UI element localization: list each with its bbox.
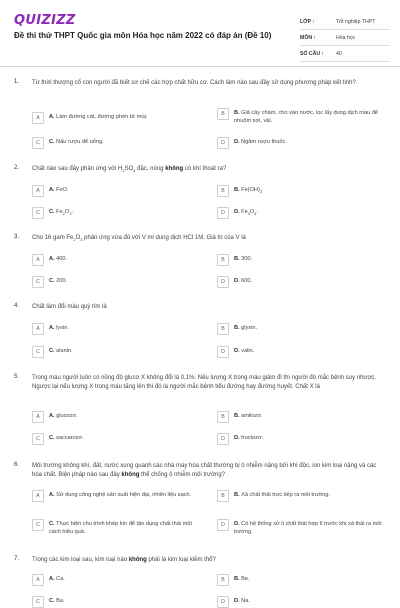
option-text: Ca. <box>56 576 65 582</box>
option-text: Be. <box>241 576 250 582</box>
option-label: D. <box>234 278 240 284</box>
option-label: C. <box>49 348 55 354</box>
option-label: C. <box>49 209 55 215</box>
option-text: lysin. <box>56 325 69 331</box>
option-text: $Fe_2O_3$. <box>56 209 74 217</box>
question-text: Chất làm đổi màu quỳ tím là <box>32 304 107 310</box>
option-text: Xả chất thải trực tiếp ra môi trường. <box>241 492 331 498</box>
option-text: fructozơ. <box>241 435 264 441</box>
option-label: C. <box>49 435 55 441</box>
option-b[interactable] <box>217 411 387 423</box>
meta-row-class <box>300 14 390 30</box>
meta-table <box>300 14 390 62</box>
option-text: 600. <box>241 278 253 284</box>
option-label: A. <box>49 325 55 331</box>
option-label: B. <box>234 187 240 193</box>
option-d[interactable] <box>217 207 387 219</box>
option-label: A. <box>49 413 55 419</box>
option-text: Giã cây chàm, cho vào nước, lọc lấy dung dịch màu để nhuộm sợi, vải. <box>234 110 378 124</box>
option-letter-box: A <box>32 185 44 197</box>
option-text: alanin. <box>56 348 73 354</box>
option-c[interactable] <box>32 433 202 445</box>
option-label: B. <box>234 110 240 116</box>
option-text: Sử dụng công nghệ sản xuất hiện đại, nhiên liệu sạch. <box>56 492 192 498</box>
option-text: Làm đường cát, đường phèn từ mía. <box>56 114 148 120</box>
option-letter-box: C <box>32 276 44 288</box>
option-d[interactable] <box>217 137 387 149</box>
option-b[interactable] <box>217 108 387 125</box>
option-a[interactable] <box>32 490 202 502</box>
option-text: $Fe_3O_4$. <box>241 209 259 217</box>
option-letter-box: C <box>32 346 44 358</box>
option-letter-box: B <box>217 323 229 335</box>
option-letter-box: B <box>217 254 229 266</box>
question-number: 3. <box>14 234 20 240</box>
option-letter-box: B <box>217 411 229 423</box>
option-b[interactable] <box>217 490 387 502</box>
option-letter-box: D <box>217 276 229 288</box>
meta-row-count <box>300 46 390 62</box>
option-label: D. <box>234 598 240 604</box>
option-label: B. <box>234 413 240 419</box>
option-letter-box: B <box>217 108 229 120</box>
option-letter-box: B <box>217 490 229 502</box>
option-a[interactable] <box>32 323 202 335</box>
option-d[interactable] <box>217 433 387 445</box>
option-letter-box: D <box>217 137 229 149</box>
meta-key: SỐ CÂU : <box>300 50 324 57</box>
option-label: A. <box>49 492 55 498</box>
option-c[interactable] <box>32 596 202 608</box>
option-label: C. <box>49 521 55 527</box>
option-label: C. <box>49 278 55 284</box>
question-text: Từ thời thượng cổ con người đã biết sơ chế các hợp chất hữu cơ. Cách làm nào sau đây sử dụng phương pháp kết tinh? <box>32 80 356 86</box>
option-label: D. <box>234 139 240 145</box>
option-text: amilozơ. <box>241 413 263 419</box>
option-letter-box: A <box>32 411 44 423</box>
option-b[interactable] <box>217 185 387 197</box>
option-letter-box: C <box>32 207 44 219</box>
option-text: Na. <box>241 598 250 604</box>
option-c[interactable] <box>32 207 202 219</box>
option-letter-box: A <box>32 254 44 266</box>
question-number: 5. <box>14 374 20 380</box>
option-c[interactable] <box>32 519 202 536</box>
header-divider <box>0 66 400 67</box>
option-b[interactable] <box>217 574 387 586</box>
option-b[interactable] <box>217 254 387 266</box>
meta-key: MÔN : <box>300 34 316 41</box>
option-letter-box: D <box>217 433 229 445</box>
question-text: Trong máu người luôn có nồng độ glucơ X không đổi là 0,1%. Nếu lượng X trong máu giảm đi thì người đó mắc bệnh suy nhược. Ngược lại nếu lượng X trong máu tăng lên thì đó là người mắc bệnh tiểu đường hay đường huyết. Chất X là <box>32 375 377 390</box>
question-number: 7. <box>14 556 20 562</box>
option-letter-box: A <box>32 490 44 502</box>
option-label: D. <box>234 348 240 354</box>
option-letter-box: C <box>32 596 44 608</box>
option-text: 200. <box>56 278 68 284</box>
option-text: glucozơ. <box>56 413 78 419</box>
page-title: Đề thi thử THPT Quốc gia môn Hóa học năm 2022 có đáp án (Đề 10) <box>14 31 272 40</box>
option-text: saccarozơ. <box>56 435 84 441</box>
option-label: A. <box>49 114 55 120</box>
question-text: Chất nào sau đây phản ứng với $H_2SO_4$ đặc, nóng không có khí thoát ra? <box>32 166 227 174</box>
option-label: A. <box>49 576 55 582</box>
meta-key: LỚP : <box>300 18 315 25</box>
option-label: A. <box>49 187 55 193</box>
option-label: C. <box>49 139 55 145</box>
option-label: B. <box>234 256 240 262</box>
option-a[interactable] <box>32 574 202 586</box>
option-label: C. <box>49 598 55 604</box>
option-d[interactable] <box>217 276 387 288</box>
option-letter-box: D <box>217 207 229 219</box>
question-number: 4. <box>14 303 20 309</box>
option-text: glyxin. <box>241 325 258 331</box>
option-letter-box: C <box>32 433 44 445</box>
option-text: Nấu rượu để uống. <box>56 139 104 145</box>
meta-value: 40 <box>336 50 342 57</box>
option-letter-box: C <box>32 137 44 149</box>
option-c[interactable] <box>32 276 202 288</box>
option-c[interactable] <box>32 137 202 149</box>
option-label: A. <box>49 256 55 262</box>
option-text: Thực hiện chu trình khép kín để tận dụng chất thải một cách hiệu quả. <box>49 521 192 535</box>
option-letter-box: A <box>32 574 44 586</box>
option-a[interactable] <box>32 112 202 124</box>
page-header <box>0 0 400 62</box>
option-b[interactable] <box>217 323 387 335</box>
option-label: B. <box>234 325 240 331</box>
option-letter-box: A <box>32 112 44 124</box>
option-text: 400. <box>56 256 68 262</box>
question-text: Môi trường không khí, đất, nước xung quanh các nhà máy hóa chất thường bị ô nhiễm nặng bởi khí độc, ion kim loại nặng và các hóa chất. Biện pháp nào sau đây không thể chống ô nhiễm môi trường? <box>32 463 377 478</box>
option-text: Ba. <box>56 598 65 604</box>
option-c[interactable] <box>32 346 202 358</box>
option-label: D. <box>234 209 240 215</box>
option-d[interactable] <box>217 596 387 608</box>
question-text: Trong các kim loại sau, kim loại nào không phải là kim loại kiềm thổ? <box>32 557 216 563</box>
option-text: valin. <box>241 348 255 354</box>
quizizz-logo[interactable]: QUIZIZZ <box>14 13 76 28</box>
meta-row-subject <box>300 30 390 46</box>
option-d[interactable] <box>217 346 387 358</box>
option-letter-box: A <box>32 323 44 335</box>
option-label: B. <box>234 492 240 498</box>
option-letter-box: D <box>217 596 229 608</box>
option-text: Ngâm rượu thuốc. <box>241 139 287 145</box>
option-letter-box: B <box>217 185 229 197</box>
option-text: $Fe(OH)_2$. <box>241 187 264 195</box>
question-number: 1. <box>14 79 20 85</box>
option-d[interactable] <box>217 519 387 536</box>
option-a[interactable] <box>32 254 202 266</box>
question-number: 6. <box>14 462 20 468</box>
option-text: Có hệ thống xử lí chất thải hợp lí trước khi xả thải ra môi trường. <box>234 521 382 535</box>
meta-value: Tốt nghiệp THPT <box>336 18 376 25</box>
meta-value: Hóa học <box>336 34 356 41</box>
option-a[interactable] <box>32 411 202 423</box>
question-number: 2. <box>14 165 20 171</box>
option-label: D. <box>234 521 240 527</box>
option-text: FeO. <box>56 187 69 193</box>
option-letter-box: D <box>217 346 229 358</box>
option-a[interactable] <box>32 185 202 197</box>
option-letter-box: C <box>32 519 44 531</box>
option-text: 300. <box>241 256 253 262</box>
option-label: B. <box>234 576 240 582</box>
option-letter-box: D <box>217 519 229 531</box>
option-letter-box: B <box>217 574 229 586</box>
question-text: Cho 16 gam $Fe_2O_3$ phản ứng vừa đủ với V ml dung dịch HCl 1M. Giá trị của V là <box>32 235 246 243</box>
option-label: D. <box>234 435 240 441</box>
